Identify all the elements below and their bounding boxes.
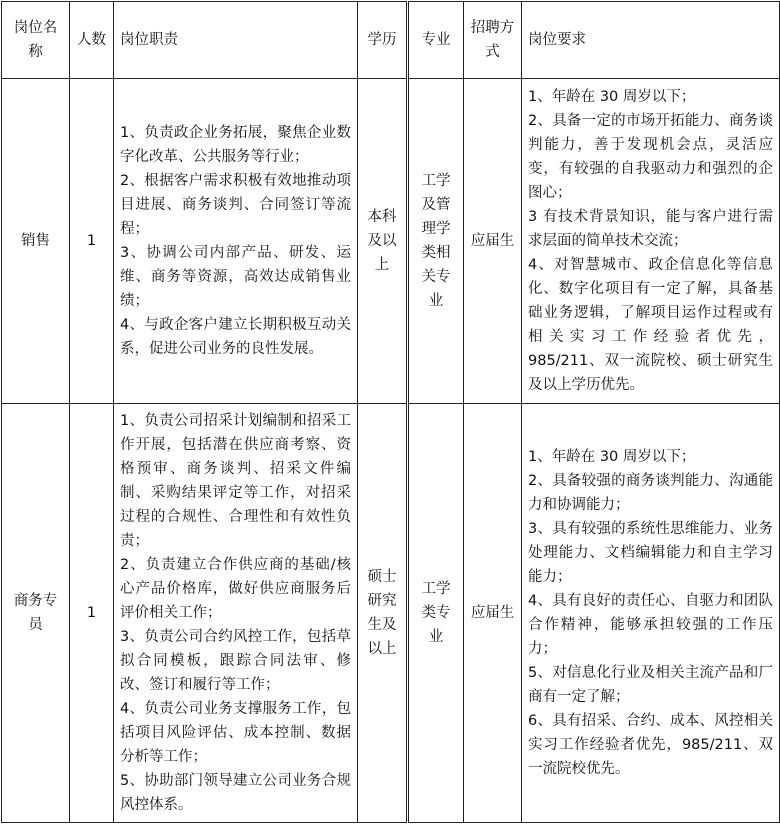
duty-item: 4、负责公司业务支撑服务工作，包括项目风险评估、成本控制、数据分析等工作； [120, 701, 351, 765]
requirement-item: 6、具有招采、合约、成本、风控相关实习工作经验者优先，985/211、双一流院校优先。 [528, 713, 773, 777]
major-cell: 工学类专业 [408, 404, 464, 823]
header-recruit-method: 招聘方式 [464, 2, 522, 79]
duty-item: 1、负责公司招采计划编制和招采工作开展，包括潜在供应商考察、资格预审、商务谈判、招采文件编制、采购结果评定等工作，对招采过程的合规性、合理性和有效性负责； [120, 413, 351, 549]
requirement-item: 2、具备一定的市场开拓能力、商务谈判能力，善于发现机会点，灵活应变，有较强的自我驱动力和强烈的企图心； [528, 113, 773, 201]
header-duties: 岗位职责 [114, 2, 358, 79]
requirement-item: 4、对智慧城市、政企信息化等信息化、数字化项目有一定了解，具备基础业务逻辑，了解项目运作过程或有相关实习工作经验者优先，985/211、双一流院校、硕士研究生及以上学历优先。 [528, 257, 773, 393]
job-table [1, 1, 780, 823]
duties-cell [114, 404, 358, 823]
requirements-cell [522, 79, 780, 404]
duty-item: 5、协助部门领导建立公司业务合规风控体系。 [120, 773, 351, 813]
requirement-item: 3、具有较强的系统性思维能力、业务处理能力、文档编辑能力和自主学习能力； [528, 521, 773, 585]
recruit-method-cell: 应届生 [464, 79, 522, 404]
table-row [2, 404, 780, 823]
requirement-item: 1、年龄在 30 周岁以下； [528, 449, 696, 465]
position-name-cell: 商务专员 [2, 404, 70, 823]
education-cell: 硕士研究生及以上 [358, 404, 408, 823]
education-cell: 本科及以上 [358, 79, 408, 404]
duty-item: 2、负责建立合作供应商的基础/核心产品价格库，做好供应商服务后评价相关工作； [120, 557, 351, 621]
recruit-method-cell: 应届生 [464, 404, 522, 823]
requirement-item: 2、具备较强的商务谈判能力、沟通能力和协调能力； [528, 473, 773, 513]
requirement-item: 3 有技术背景知识，能与客户进行需求层面的简单技术交流； [528, 209, 773, 249]
header-row [2, 2, 780, 79]
header-major: 专业 [408, 2, 464, 79]
requirement-item: 4、具有良好的责任心、自驱力和团队合作精神，能够承担较强的工作压力； [528, 593, 773, 657]
position-name-cell: 销售 [2, 79, 70, 404]
headcount-cell: 1 [70, 79, 114, 404]
duty-item: 2、根据客户需求积极有效地推动项目进展、商务谈判、合同签订等流程； [120, 173, 351, 237]
requirements-cell [522, 404, 780, 823]
major-cell: 工学及管理学类相关专业 [408, 79, 464, 404]
table-row [2, 79, 780, 404]
duty-item: 3、负责公司合约风控工作，包括草拟合同模板，跟踪合同法审、修改、签订和履行等工作； [120, 629, 351, 693]
duty-item: 1、负责政企业务拓展，聚焦企业数字化改革、公共服务等行业； [120, 125, 351, 165]
duty-item: 3、协调公司内部产品、研发、运维、商务等资源，高效达成销售业绩； [120, 245, 351, 309]
duty-item: 4、与政企客户建立长期积极互动关系，促进公司业务的良性发展。 [120, 317, 351, 357]
headcount-cell: 1 [70, 404, 114, 823]
requirement-item: 5、对信息化行业及相关主流产品和厂商有一定了解； [528, 665, 773, 705]
duties-cell [114, 79, 358, 404]
header-education: 学历 [358, 2, 408, 79]
header-position-name: 岗位名称 [2, 2, 70, 79]
requirement-item: 1、年龄在 30 周岁以下； [528, 89, 696, 105]
header-headcount: 人数 [70, 2, 114, 79]
header-requirements: 岗位要求 [522, 2, 780, 79]
